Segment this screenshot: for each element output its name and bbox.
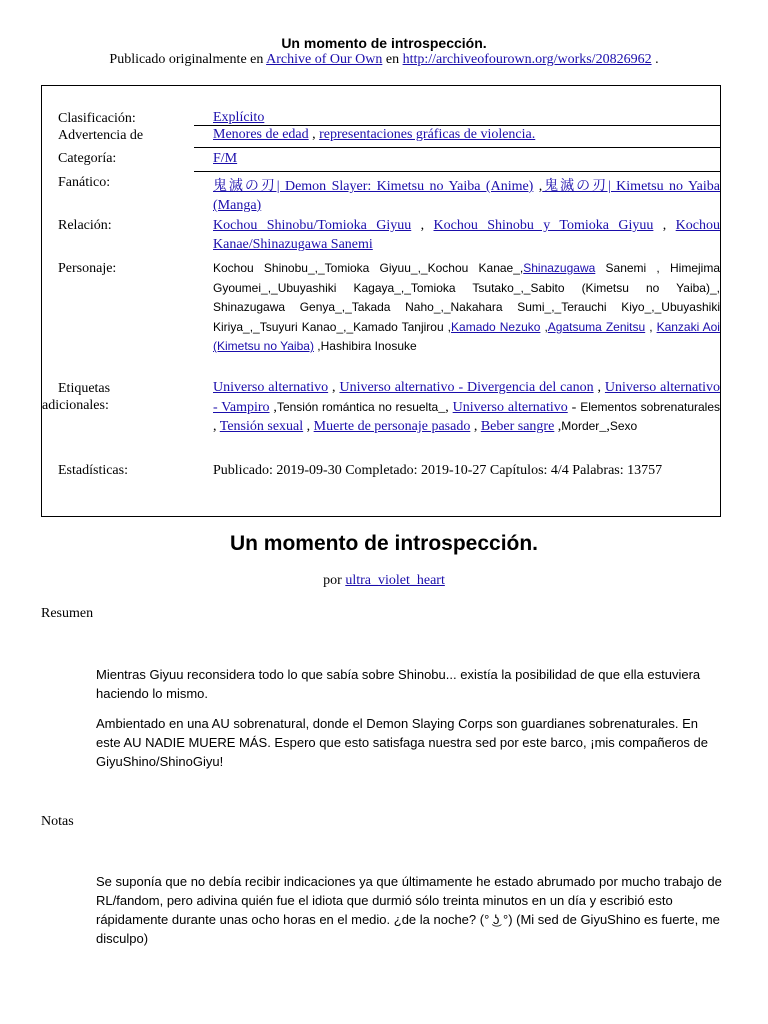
document-title: Un momento de introspección. (281, 35, 487, 51)
tag-link[interactable]: Universo alternativo - Vampiro (213, 380, 721, 415)
character-tag[interactable]: Hashibira Inosuke (320, 339, 417, 353)
summary-heading: Resumen (41, 606, 94, 621)
by-word: por (323, 573, 342, 588)
tag-link[interactable]: Beber sangre (480, 419, 555, 434)
tag-link[interactable]: Muerte de personaje pasado (313, 419, 471, 434)
warning-label: Advertencia de (58, 128, 144, 142)
character-tag[interactable]: Ubuyashiki Kiriya (213, 300, 720, 334)
tag-text[interactable]: Morder (561, 419, 600, 433)
character-tag[interactable]: Sabito (Kimetsu no Yaiba) (530, 280, 710, 295)
summary-paragraph-2: Ambientado en una AU sobrenatural, donde el Demon Slaying Corps son guardianes sobrenaturales. En este AU NADIE MUERE MÁS. Espero que esto satisfaga nuestra sed por este barco, ¡mis compañeros de GiyuShino/ShinoGiyu! (96, 716, 709, 769)
warning-link-violence[interactable]: representaciones gráficas de violencia. (319, 127, 536, 142)
rating-label: Clasificación: (58, 111, 136, 126)
tag-text[interactable]: Tensión romántica no resuelta (276, 399, 439, 414)
character-link[interactable]: Agatsuma Zenitsu (547, 319, 646, 334)
en-word: en (385, 52, 400, 67)
relationship-label: Relación: (58, 218, 112, 233)
tag-list: Universo alternativo , Universo alternativo - Divergencia del canon , Universo alternativo - Vampiro ,Tensión romántica no resuelta_, Universo alternativo - Elementos sobrenaturales , Tensión sexual , Muerte de personaje pasado , Beber sangre ,Morder_,Sexo (213, 380, 721, 434)
fandom-link-manga[interactable]: 鬼滅の刃| Kimetsu no Yaiba (Manga) (213, 179, 720, 213)
archive-link[interactable]: Archive of Our Own (266, 52, 383, 67)
work-title: Un momento de introspección. (229, 532, 539, 555)
character-label: Personaje: (58, 261, 117, 276)
fandom-link-anime[interactable]: 鬼滅の刃| Demon Slayer: Kimetsu no Yaiba (Anime) (213, 179, 534, 194)
relationship-link-2[interactable]: Kochou Shinobu y Tomioka Giyuu (433, 218, 654, 233)
character-link[interactable]: Shinazugawa (523, 261, 596, 275)
tag-link[interactable]: Universo alternativo (213, 380, 329, 395)
character-tag[interactable]: Shinazugawa Genya (213, 300, 336, 314)
character-tag[interactable]: Tomioka Tsutako (410, 280, 514, 295)
character-tag[interactable]: Tsuyuri Kanao (259, 319, 337, 334)
tag-link[interactable]: Universo alternativo - Divergencia del canon (339, 380, 594, 395)
category-label: Categoría: (58, 151, 117, 166)
tag-text[interactable]: Elementos sobrenaturales (580, 399, 721, 414)
character-tag[interactable]: Nakahara Sumi (450, 300, 545, 314)
character-tag[interactable]: Takada Naho (351, 300, 434, 314)
author-link[interactable]: ultra_violet_heart (345, 573, 445, 588)
tags-label-line2: adicionales: (42, 398, 109, 413)
byline (0, 573, 768, 589)
category-link[interactable]: F/M (213, 151, 238, 166)
tag-link[interactable]: Tensión sexual (219, 419, 304, 434)
warning-link-underage[interactable]: Menores de edad (213, 127, 309, 142)
period: . (655, 52, 659, 67)
stats-value: Publicado: 2019-09-30 Completado: 2019-10-27 Capítulos: 4/4 Palabras: 13757 (213, 463, 663, 478)
published-prefix: Publicado originalmente en (109, 52, 264, 67)
character-tag[interactable]: Kochou Kanae (427, 261, 514, 275)
notes-heading: Notas (41, 814, 74, 829)
relationship-link-3[interactable]: Kochou Kanae/Shinazugawa Sanemi (213, 218, 720, 252)
row-divider (194, 147, 720, 148)
character-tag[interactable]: Himejima Gyoumei (213, 261, 720, 295)
work-metadata-box: Clasificación: Explícito Advertencia de Menores de edad , representaciones gráficas de violencia. Categoría: F/M Fanático: 鬼滅の刃| Demon Slayer: Kimetsu no Yaiba (Anime) ,鬼滅の刃| Kimetsu no Yaiba (Manga) Relación: Kochou Shinobu/Tomioka Giyuu , Kochou Shinobu y Tomioka Giyuu , Kochou Kanae/Shinazugawa Sanemi Personaje: Kochou Shinobu_,_Tomioka Giyuu_,_Kochou Kanae_,Shinazugawa Sanemi , Himejima Gyoumei_,_Ubuyashiki Kagaya_,_Tomioka Tsutako_,_Sabito (Kimetsu no Yaiba)_, Shinazugawa Genya_,_Takada Naho_,_Nakahara Sumi_,_Terauchi Kiyo_,_Ubuyashiki Kiriya_,_Tsuyuri Kanao_,_Kamado Tanjirou ,Kamado Nezuko ,Agatsuma Zenitsu , Kanzaki Aoi (Kimetsu no Yaiba) ,Hashibira Inosuke Etiquetas adicionales: Universo alternativo , Universo alternativo - Divergencia del canon , Universo alternativo - Vampiro ,Tensión romántica no resuelta_, Universo alternativo - Elementos sobrenaturales , Tensión sexual , Muerte de personaje pasado , Beber sangre ,Morder_,Sexo Estadísticas: Publicado: 2019-09-30 Completado: 2019-10-27 Capítulos: 4/4 Palabras: 13757 (41, 85, 721, 517)
character-tag[interactable]: Sanemi (605, 261, 647, 275)
tag-text[interactable]: Sexo (609, 419, 638, 433)
stats-label: Estadísticas: (58, 463, 128, 478)
tag-link[interactable]: Universo alternativo (452, 399, 568, 415)
character-tag[interactable]: Kochou Shinobu (213, 261, 308, 275)
character-tag[interactable]: Tomioka Giyuu (324, 261, 411, 275)
row-divider (194, 171, 720, 172)
notes-paragraph-1: Se suponía que no debía recibir indicaciones ya que últimamente he estado abrumado por mucho trabajo de RL/fandom, pero adivina quién fue el idiota que durmió sólo treinta minutos en un día y escribió esto rápidamente durante unas ocho horas en el medio. ¿de la noche? (° ͜ʖ °) (Mi sed de GiyuShino es fuerte, me disculpo) (96, 874, 722, 946)
tags-label-line1: Etiquetas (58, 381, 111, 396)
relationship-link-1[interactable]: Kochou Shinobu/Tomioka Giyuu (213, 218, 412, 233)
summary-paragraph-1: Mientras Giyuu reconsidera todo lo que sabía sobre Shinobu... existía la posibilidad de que ella estuviera haciendo lo mismo. (96, 667, 701, 701)
character-tag[interactable]: Ubuyashiki Kagaya (277, 280, 395, 295)
work-url-link[interactable]: http://archiveofourown.org/works/20826962 (402, 52, 652, 67)
publication-line (0, 52, 768, 68)
character-link[interactable]: Kanzaki Aoi (Kimetsu no Yaiba) (213, 319, 720, 353)
rating-link[interactable]: Explícito (213, 110, 265, 125)
fandom-label: Fanático: (58, 175, 111, 190)
character-link[interactable]: Kamado Nezuko (451, 319, 541, 334)
character-list: Kochou Shinobu_,_Tomioka Giyuu_,_Kochou Kanae_,Shinazugawa Sanemi , Himejima Gyoumei_,_Ubuyashiki Kagaya_,_Tomioka Tsutako_,_Sabito (Kimetsu no Yaiba)_, Shinazugawa Genya_,_Takada Naho_,_Nakahara Sumi_,_Terauchi Kiyo_,_Ubuyashiki Kiriya_,_Tsuyuri Kanao_,_Kamado Tanjirou ,Kamado Nezuko ,Agatsuma Zenitsu , Kanzaki Aoi (Kimetsu no Yaiba) ,Hashibira Inosuke (213, 261, 720, 353)
character-tag[interactable]: Kamado Tanjirou (353, 319, 444, 334)
character-tag[interactable]: Terauchi Kiyo (561, 300, 645, 314)
